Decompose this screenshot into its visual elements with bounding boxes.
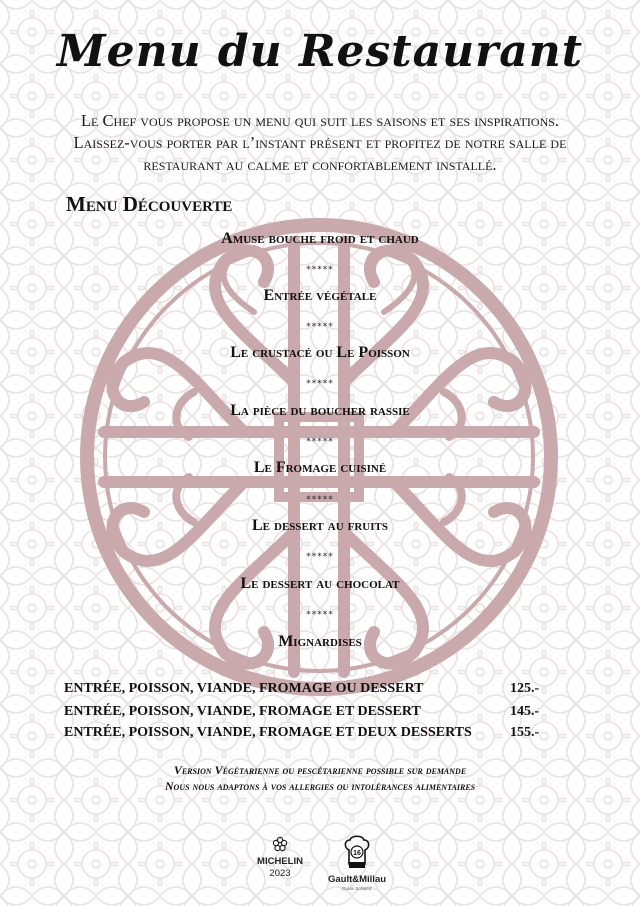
gault-millau-name: Gault&Millau — [327, 874, 387, 885]
intro-line: Le Chef vous propose un menu qui suit les saisons et ses inspirations. — [80, 111, 560, 130]
menu-title: Menu Découverte — [66, 192, 233, 216]
price-row — [64, 681, 544, 701]
course-separator: ***** — [306, 437, 334, 447]
dietary-note: Version Végétarienne ou pescétarienne possible sur demande — [173, 763, 467, 777]
course-item: Le crustacé ou Le Poisson — [230, 344, 410, 361]
gault-millau-logo — [322, 834, 392, 891]
price-row — [64, 704, 544, 724]
course-separator: ***** — [306, 379, 334, 389]
course-separator: ***** — [306, 552, 334, 562]
course-separator: ***** — [306, 322, 334, 332]
gault-millau-score: 16 — [353, 850, 361, 857]
course-separator: ***** — [306, 610, 334, 620]
michelin-year: 2023 — [269, 868, 291, 879]
course-item: La pièce du boucher rassie — [230, 402, 410, 419]
price-value: 155.- — [510, 725, 540, 740]
page-title: Menu du Restaurant — [56, 26, 584, 77]
intro-line: Laissez-vous porter par l’instant présent et profitez de notre salle de — [73, 133, 567, 152]
course-item: Le Fromage cuisiné — [253, 459, 387, 476]
intro-text — [20, 110, 620, 176]
allergy-note: Nous nous adaptons à vos allergies ou intolérances alimentaires — [164, 779, 476, 793]
price-label: ENTRÉE, POISSON, VIANDE, FROMAGE OU DESSERT — [64, 681, 424, 696]
course-item: Amuse bouche froid et chaud — [221, 230, 419, 247]
intro-line: restaurant au calme et confortablement installé. — [143, 155, 497, 174]
course-separator: ***** — [306, 265, 334, 275]
michelin-logo — [250, 836, 310, 880]
chef-toque-icon — [342, 834, 372, 870]
price-label: ENTRÉE, POISSON, VIANDE, FROMAGE ET DEUX DESSERTS — [64, 725, 472, 740]
course-separator: ***** — [306, 495, 334, 505]
course-item: Le dessert au chocolat — [240, 575, 400, 592]
course-item: Mignardises — [278, 633, 362, 650]
gault-millau-sub: Guide Schweiz — [341, 886, 372, 891]
course-item: Le dessert au fruits — [252, 517, 388, 534]
price-row — [64, 725, 544, 745]
price-label: ENTRÉE, POISSON, VIANDE, FROMAGE ET DESSERT — [64, 704, 421, 719]
michelin-name: MICHELIN — [257, 856, 303, 867]
price-value: 145.- — [510, 704, 540, 719]
course-item: Entrée végétale — [263, 287, 377, 304]
price-value: 125.- — [510, 681, 540, 696]
michelin-flower-icon — [272, 836, 288, 852]
